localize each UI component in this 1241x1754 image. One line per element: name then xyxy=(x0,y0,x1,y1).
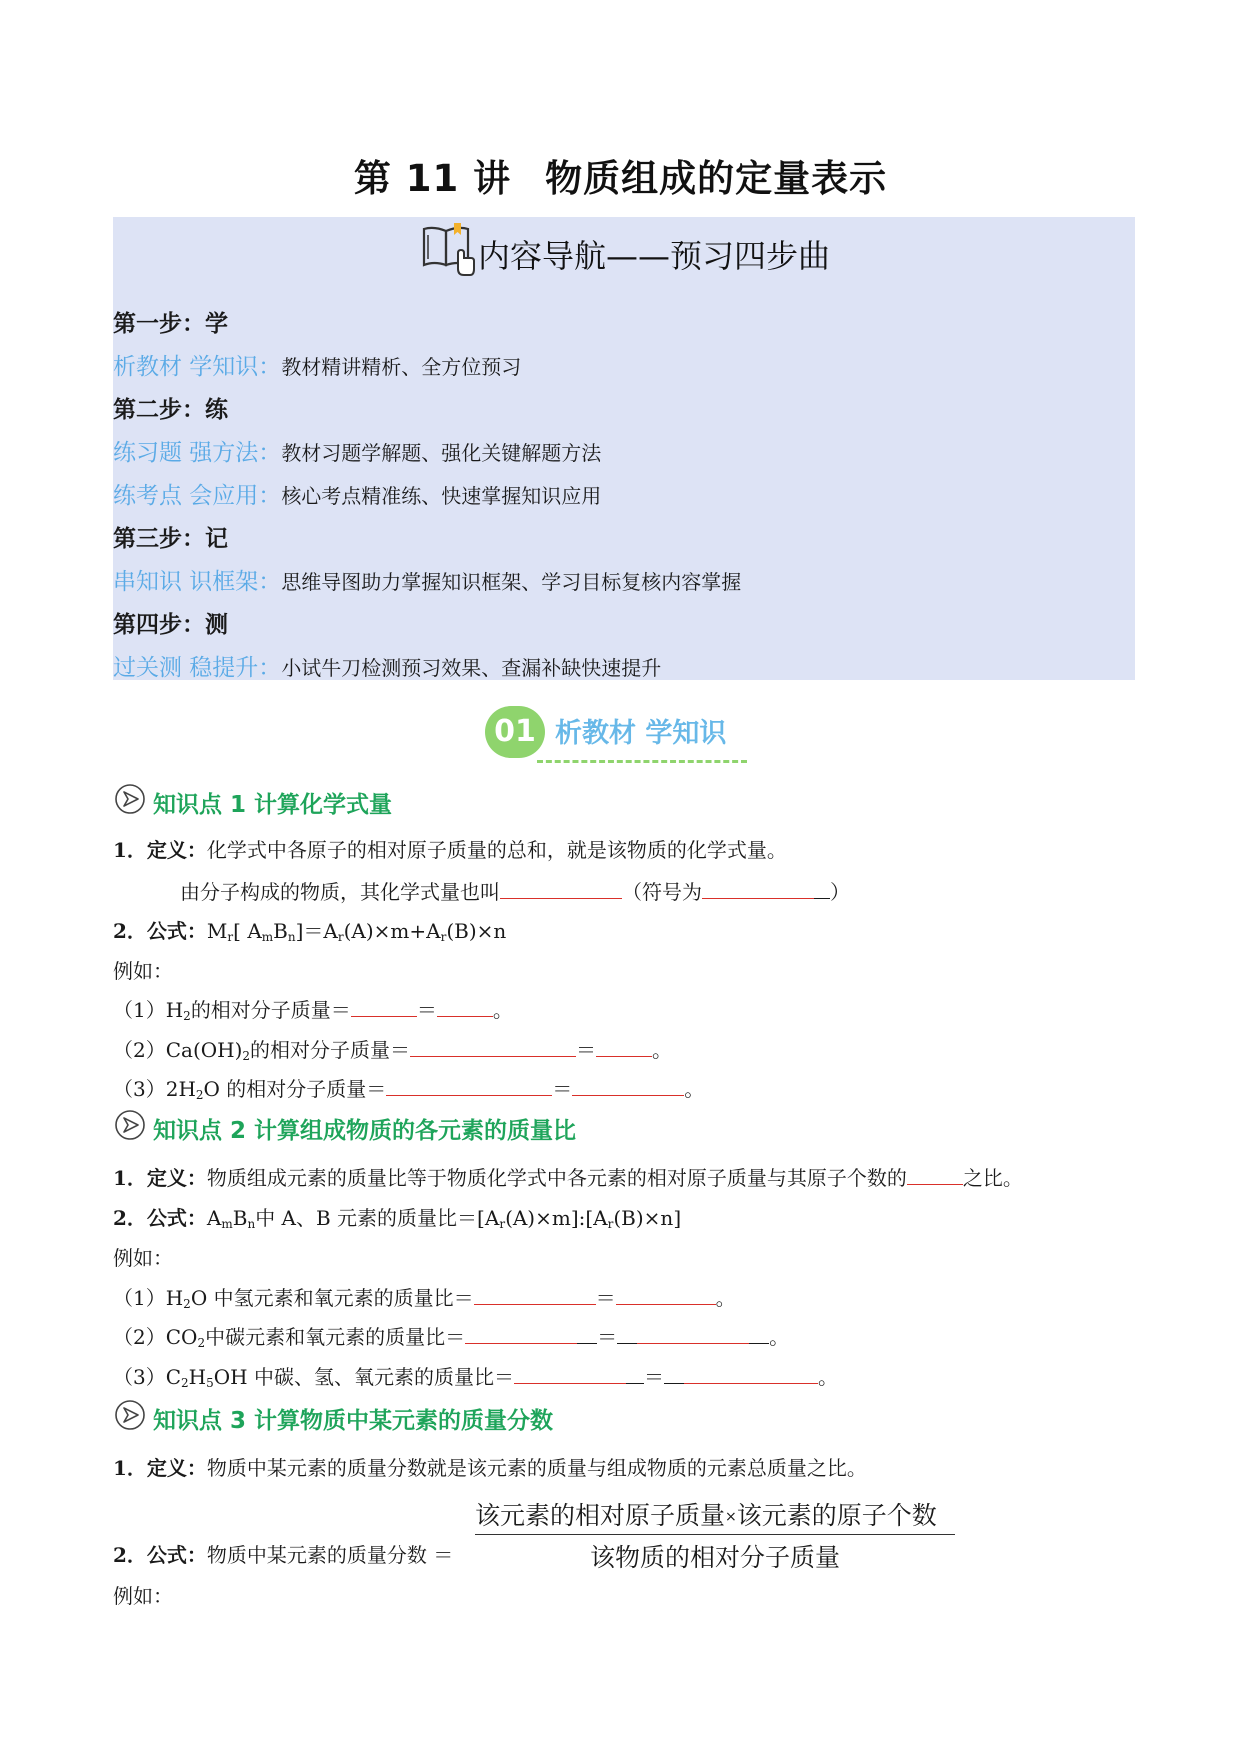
blank-line[interactable] xyxy=(351,996,417,1017)
play-arrow-icon xyxy=(113,1398,147,1432)
step-1-item: 析教材 学知识：教材精讲精析、全方位预习 xyxy=(113,354,522,380)
play-arrow-icon xyxy=(113,782,147,816)
blank-line[interactable] xyxy=(596,1036,652,1057)
kp2-example-3: $(3)C_2H_5OH$ 中碳、氢、氧元素的质量比＝ ＝ 。 xyxy=(113,1365,838,1390)
blank-line[interactable] xyxy=(572,1075,684,1096)
kp1-example-3: $(3)2H_2O$ 的相对分子质量＝ ＝ 。 xyxy=(113,1077,705,1102)
kp1-example-label: 例如： xyxy=(113,959,173,983)
book-pointer-icon xyxy=(418,219,478,279)
kp2-example-2: $(2)CO_2$中碳元素和氧元素的质量比＝ ＝ 。 xyxy=(113,1325,790,1350)
kp2-formula: 2．公式：$A_mB_n$中 A、B 元素的质量比$=[A_r(A)\times m]:[A_r(B)\times n]$ xyxy=(113,1206,682,1231)
step-2-item-1: 练习题 强方法：教材习题学解题、强化关键解题方法 xyxy=(113,440,602,466)
step-4-item: 过关测 稳提升：小试牛刀检测预习效果、查漏补缺快速提升 xyxy=(113,655,662,681)
section-number: 01 xyxy=(485,706,545,758)
kp2-example-1: $(1)H_2O$ 中氢元素和氧元素的质量比＝ ＝ 。 xyxy=(113,1286,736,1311)
blank-line[interactable] xyxy=(702,878,814,899)
blank-line[interactable] xyxy=(684,1363,818,1384)
nav-header xyxy=(113,217,1135,287)
blank-line[interactable] xyxy=(907,1164,963,1185)
kp1-note: 由分子构成的物质，其化学式量也叫 （符号为 ） xyxy=(180,880,850,904)
fraction-bar xyxy=(475,1534,955,1535)
kp3-example-label: 例如： xyxy=(113,1584,173,1608)
blank-line[interactable] xyxy=(637,1323,749,1344)
kp3-formula: 2．公式：物质中某元素的质量分数 ＝ xyxy=(113,1543,454,1567)
blank-line[interactable] xyxy=(465,1323,577,1344)
step-2-title: 第二步：练 xyxy=(113,397,228,423)
kp2-definition: 1．定义：物质组成元素的质量比等于物质化学式中各元素的相对原子质量与其原子个数的 之比。 xyxy=(113,1166,1023,1190)
step-2-item-2: 练考点 会应用：核心考点精准练、快速掌握知识应用 xyxy=(113,483,602,509)
kp1-definition: 1．定义：化学式中各原子的相对原子质量的总和，就是该物质的化学式量。 xyxy=(113,838,787,862)
section-title: 析教材 学知识 xyxy=(555,718,727,749)
blank-line[interactable] xyxy=(474,1284,596,1305)
play-arrow-icon xyxy=(113,1108,147,1142)
kp2-example-label: 例如： xyxy=(113,1246,173,1270)
kp3-definition: 1．定义：物质中某元素的质量分数就是该元素的质量与组成物质的元素总质量之比。 xyxy=(113,1456,867,1480)
blank-line[interactable] xyxy=(386,1075,552,1096)
document-page: 第 11 讲 物质组成的定量表示 内容导航——预习四步曲 第一步：学 析教材 学知识：教材精讲精析、全方位预习 第二步：练 练习题 强方法：教材习题学解题、强化关键解题方法 练考点 会应用：核心考点精准练、快速掌握知识应用 第三步：记 串知识 识框架：思维导图助力掌握知识框架、学习目标复核内容掌握 第四步：测 过关测 稳提升：小试牛刀检测预习效果、查漏补缺快速提升 01 析教材 学知识 知识点 1 计算化学式量 1．定义：化学式中各原子的相对原子质量的总和，就是该物质的化学式量。 由分子构成的物质，其化学式量也叫 （符号为 ） 2．公式：$M_r$[ $A_mB_n]=A_r(A)\times m+A_r(B)\times n$ 例如： $(1)H_2$的相对分子质量＝ ＝ 。 $(2)Ca(OH)_2$的相对分子质量＝ ＝ 。 $(3)2H_2O$ 的相对分子质量＝ ＝ 。 知识点 2 计算组成物质的各元素的质量比 1．定义：物质组成元素的质量比等于物质化学式中各元素的相对原子质量与其原子个数的 之比。 2．公式：$A_mB_n$中 A、B 元素的质量比$=[A_r(A)\times m]:[A_r(B)\times n]$ 例如： $(1)H_2O$ 中氢元素和氧元素的质量比＝ ＝ 。 $(2)CO_2$中碳元素和氧元素的质量比＝ ＝ 。 $(3)C_2H_5OH$ 中碳、氢、氧元素的质量比＝ ＝ 。 知识点 3 计算物质中某元素的质量分数 1．定义：物质中某元素的质量分数就是该元素的质量与组成物质的元素总质量之比。 该元素的相对原子质量×该元素的原子个数 该物质的相对分子质量 2．公式：物质中某元素的质量分数 ＝ 例如： xyxy=(0,0,1241,1754)
kp1-example-2: $(2)Ca(OH)_2$的相对分子质量＝ ＝ 。 xyxy=(113,1038,673,1063)
fraction-numerator: 该元素的相对原子质量×该元素的原子个数 xyxy=(475,1501,937,1530)
blank-line[interactable] xyxy=(616,1284,716,1305)
step-4-title: 第四步：测 xyxy=(113,612,228,638)
blank-line[interactable] xyxy=(437,996,493,1017)
nav-heading: 内容导航——预习四步曲 xyxy=(478,237,831,275)
fraction-denominator: 该物质的相对分子质量 xyxy=(589,1543,840,1572)
content-navigation-box xyxy=(113,217,1135,680)
blank-line[interactable] xyxy=(514,1363,626,1384)
blank-line[interactable] xyxy=(500,878,622,899)
section-underline xyxy=(537,760,747,763)
blank-line[interactable] xyxy=(410,1036,576,1057)
step-3-item: 串知识 识框架：思维导图助力掌握知识框架、学习目标复核内容掌握 xyxy=(113,569,742,595)
page-title: 第 11 讲 物质组成的定量表示 xyxy=(353,157,888,200)
kp1-formula: 2．公式：$M_r$[ $A_mB_n]=A_r(A)\times m+A_r(B)\times n$ xyxy=(113,919,507,944)
step-1-title: 第一步：学 xyxy=(113,311,228,337)
kp1-example-1: $(1)H_2$的相对分子质量＝ ＝ 。 xyxy=(113,998,513,1023)
step-3-title: 第三步：记 xyxy=(113,526,228,552)
